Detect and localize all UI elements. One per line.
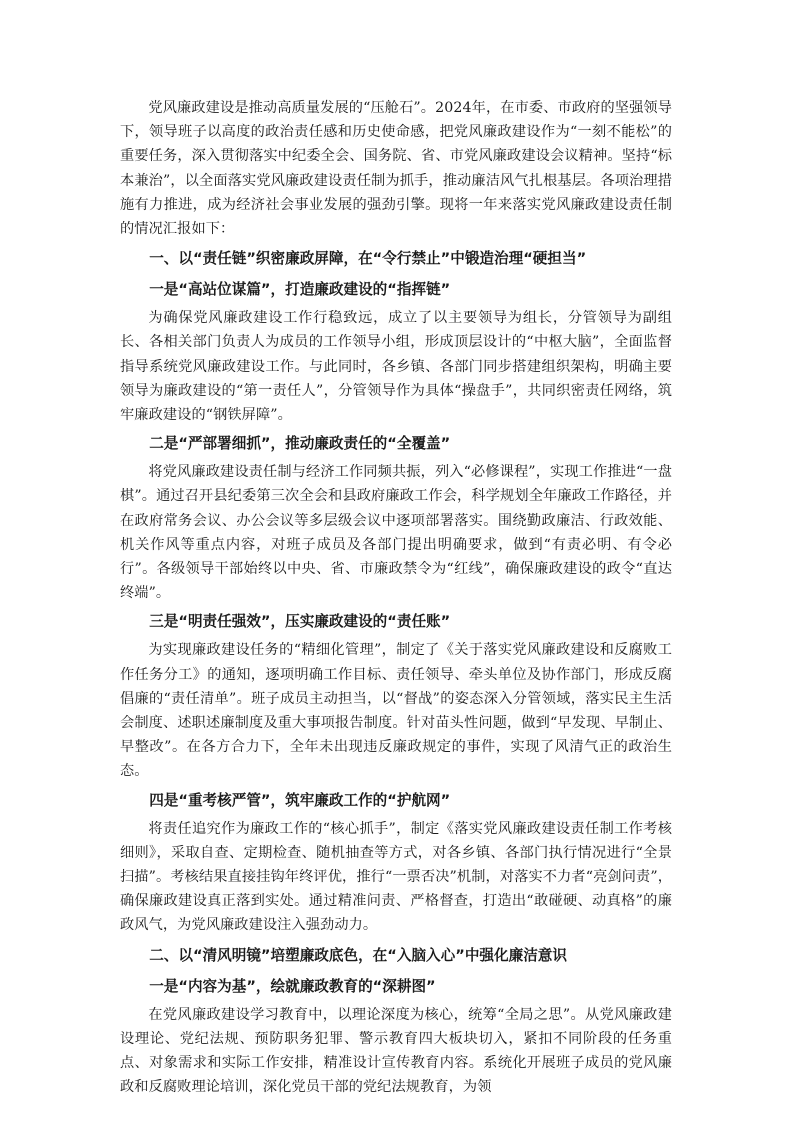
section-1-item-2-body: 将党风廉政建设责任制与经济工作同频共振，列入“必修课程”，实现工作推进“一盘棋”。通过召开县纪委第三次全会和县政府廉政工作会，科学规划全年廉政工作路径，并在政府常务会议、办公会议等多层级会议中逐项部署落实。围绕勤政廉洁、行政效能、机关作风等重点内容，对班子成员及各部门提出明确要求，做到“有责必明、有令必行”。各级领导干部始终以中央、省、市廉政禁令为“红线”，确保廉政建设的政令“直达终端”。 xyxy=(120,464,672,602)
section-1-item-4-body: 将责任追究作为廉政工作的“核心抓手”，制定《落实党风廉政建设责任制工作考核细则》，采取自查、定期检查、随机抽查等方式，对各乡镇、各部门执行情况进行“全景扫描”。考核结果直接挂钩年终评优，推行“一票否决”机制，对落实不力者“亮剑问责”，确保廉政建设真正落到实处。通过精准问责、严格督查，打造出“敢碰硬、动真格”的廉政风气，为党风廉政建设注入强劲动力。 xyxy=(120,820,672,934)
section-1-item-4-heading: 四是“重考核严管”，筑牢廉政工作的“护航网” xyxy=(149,791,451,809)
section-2-item-1-heading: 一是“内容为基”，绘就廉政教育的“深耕图” xyxy=(149,977,436,995)
section-1-item-2-heading: 二是“严部署细抓”，推动廉政责任的“全覆盖” xyxy=(149,435,451,453)
intro-paragraph: 党风廉政建设是推动高质量发展的“压舱石”。2024年，在市委、市政府的坚强领导下，领导班子以高度的政治责任感和历史使命感，把党风廉政建设作为“一刻不能松”的重要任务，深入贯彻落实中纪委全会、国务院、省、市党风廉政建设会议精神。坚持“标本兼治”，以全面落实党风廉政建设责任制为抓手，推动廉洁风气扎根基层。各项治理措施有力推进，成为经济社会事业发展的强劲引擎。现将一年来落实党风廉政建设责任制的情况汇报如下： xyxy=(120,100,672,238)
section-1-item-3-heading: 三是“明责任强效”，压实廉政建设的“责任账” xyxy=(149,613,451,631)
section-1-item-3-body: 为实现廉政建设任务的“精细化管理”，制定了《关于落实党风廉政建设和反腐败工作任务分工》的通知，逐项明确工作目标、责任领导、牵头单位及协作部门，形成反腐倡廉的“责任清单”。班子成员主动担当，以“督战”的姿态深入分管领域，落实民主生活会制度、述职述廉制度及重大事项报告制度。针对苗头性问题，做到“早发现、早制止、早整改”。在各方合力下，全年未出现违反廉政规定的事件，实现了风清气正的政治生态。 xyxy=(120,642,672,780)
document-page xyxy=(120,96,672,1100)
section-2-title: 二、以“清风明镜”培塑廉政底色，在“入脑入心”中强化廉洁意识 xyxy=(149,946,567,964)
section-1-item-1-heading: 一是“高站位谋篇”，打造廉政建设的“指挥链” xyxy=(149,281,451,299)
section-1-title: 一、以“责任链”织密廉政屏障，在“令行禁止”中锻造治理“硬担当” xyxy=(149,250,587,268)
section-1-item-1-body: 为确保党风廉政建设工作行稳致远，成立了以主要领导为组长，分管领导为副组长、各相关部门负责人为成员的工作领导小组，形成顶层设计的“中枢大脑”，全面监督指导系统党风廉政建设工作。与此同时，各乡镇、各部门同步搭建组织架构，明确主要领导为廉政建设的“第一责任人”，分管领导作为具体“操盘手”，共同织密责任网络，筑牢廉政建设的“钢铁屏障”。 xyxy=(120,310,672,424)
section-2-item-1-body: 在党风廉政建设学习教育中，以理论深度为核心，统筹“全局之思”。从党风廉政建设理论、党纪法规、预防职务犯罪、警示教育四大板块切入，紧扣不同阶段的任务重点、对象需求和实际工作安排，精准设计宣传教育内容。系统化开展班子成员的党风廉政和反腐败理论培训，深化党员干部的党纪法规教育，为领 xyxy=(120,1006,672,1096)
